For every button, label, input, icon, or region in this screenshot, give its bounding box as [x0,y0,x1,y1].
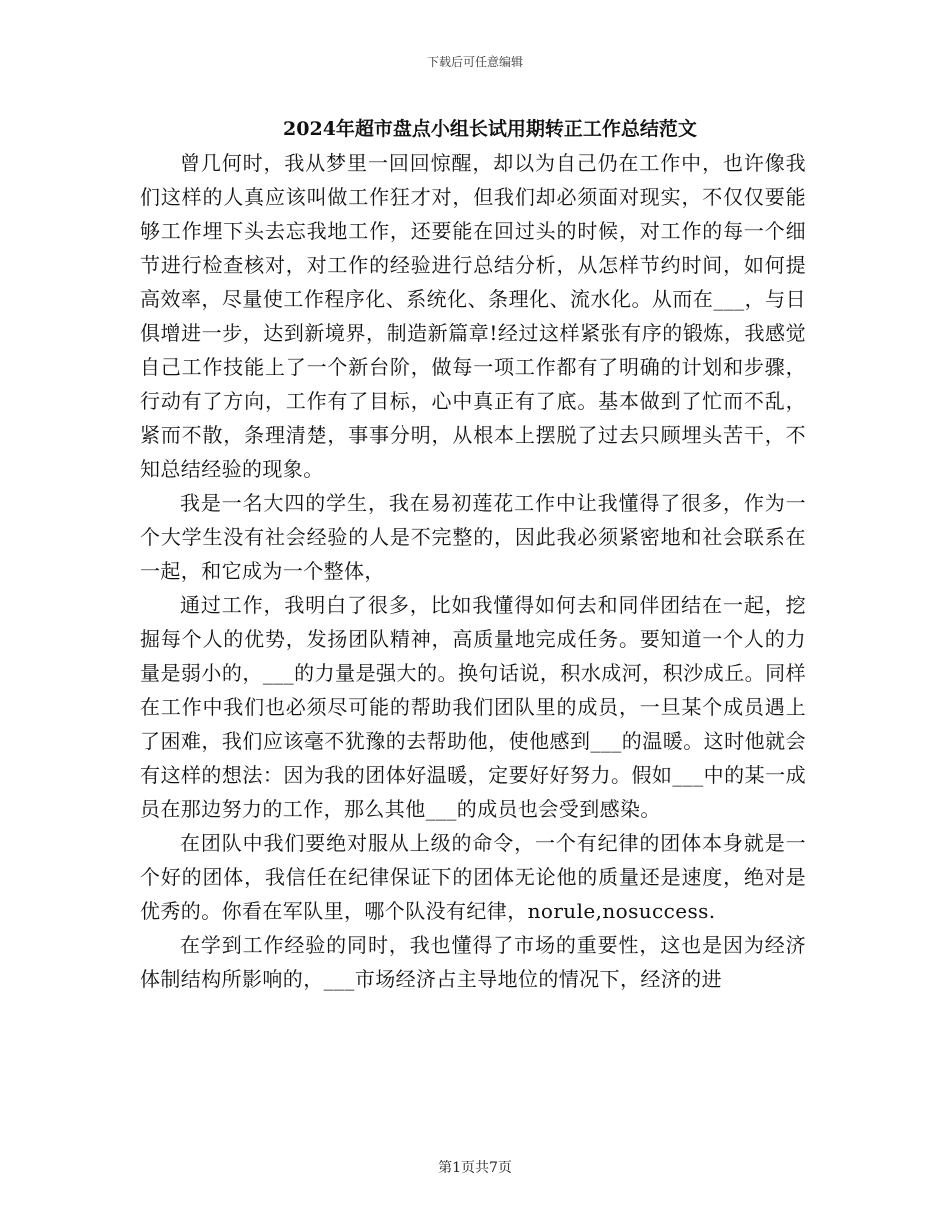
paragraph-5: 在学到工作经验的同时，我也懂得了市场的重要性，这也是因为经济体制结构所影响的，___市场经济占主导地位的情况下，经济的进 [140,933,806,991]
paragraph-4: 在团队中我们要绝对服从上级的命令，一个有纪律的团体本身就是一个好的团体，我信任在纪律保证下的团体无论他的质量还是速度，绝对是优秀的。你看在军队里，哪个队没有纪律，norule,nosuccess. [140,831,806,923]
document-body [140,146,806,996]
paragraph-1: 曾几何时，我从梦里一回回惊醒，却以为自己仍在工作中，也许像我们这样的人真应该叫做工作狂才对，但我们却必须面对现实，不仅仅要能够工作埋下头去忘我地工作，还要能在回过头的时候，对工作的每一个细节进行检查核对，对工作的经验进行总结分析，从怎样节约时间，如何提高效率，尽量使工作程序化、系统化、条理化、流水化。从而在___，与日俱增进一步，达到新境界，制造新篇章!经过这样紧张有序的锻炼，我感觉自己工作技能上了一个新台阶，做每一项工作都有了明确的计划和步骤，行动有了方向，工作有了目标，心中真正有了底。基本做到了忙而不乱，紧而不散，条理清楚，事事分明，从根本上摆脱了过去只顾埋头苦干，不知总结经验的现象。 [140,151,806,481]
paragraph-2: 我是一名大四的学生，我在易初莲花工作中让我懂得了很多，作为一个大学生没有社会经验的人是不完整的，因此我必须紧密地和社会联系在一起，和它成为一个整体， [140,491,806,583]
page-header-note: 下载后可任意编辑 [426,55,523,69]
page-footer-number: 第1页共7页 [438,1160,512,1176]
document-title: 2024年超市盘点小组长试用期转正工作总结范文 [283,118,697,140]
paragraph-3: 通过工作，我明白了很多，比如我懂得如何去和同伴团结在一起，挖掘每个人的优势，发扬团队精神，高质量地完成任务。要知道一个人的力量是弱小的，___的力量是强大的。换句话说，积水成河，积沙成丘。同样在工作中我们也必须尽可能的帮助我们团队里的成员，一旦某个成员遇上了困难，我们应该毫不犹豫的去帮助他，使他感到___的温暖。这时他就会有这样的想法：因为我的团体好温暖，定要好好努力。假如___中的某一成员在那边努力的工作，那么其他___的成员也会受到感染。 [140,593,806,821]
